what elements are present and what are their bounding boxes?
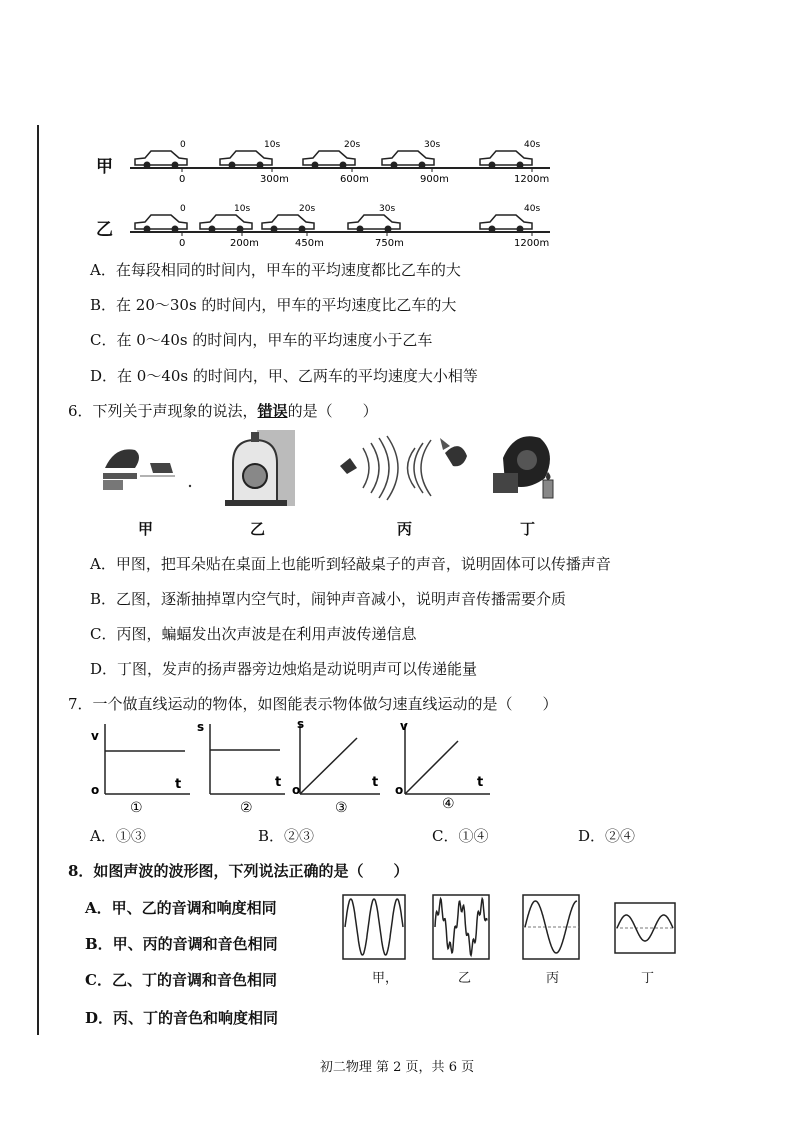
q7-stem: 7．一个做直线运动的物体，如图能表示物体做匀速直线运动的是（ ） xyxy=(68,695,558,713)
car-motion-diagram xyxy=(120,135,560,250)
time-label: 20s xyxy=(344,140,361,150)
q8-label-bing: 丙 xyxy=(546,971,560,986)
q6-label-bing: 丙 xyxy=(397,520,413,538)
q6-option-d[interactable]: D．丁图，发声的扬声器旁边烛焰是动说明声可以传递能量 xyxy=(90,660,478,678)
distance-label: 1200m xyxy=(514,238,550,249)
q8-stem: 8．如图声波的波形图，下列说法正确的是（ ） xyxy=(68,862,409,880)
distance-label: 600m xyxy=(340,174,369,185)
car-row1-4 xyxy=(382,151,434,169)
waveform-bing xyxy=(523,895,579,959)
graph-1-y-label: v xyxy=(91,729,99,743)
q8-option-a[interactable]: A．甲、乙的音调和响度相同 xyxy=(85,899,277,917)
graph-3 xyxy=(292,717,380,816)
ear-on-table-picture xyxy=(103,449,191,490)
time-label: 30s xyxy=(424,140,441,150)
waveform-ding xyxy=(615,903,675,953)
car-row1-1 xyxy=(135,151,187,169)
graph-1-number: ① xyxy=(130,800,143,816)
car-row2-4 xyxy=(348,215,400,233)
distance-label: 0 xyxy=(179,238,186,249)
car-row1-3 xyxy=(303,151,355,169)
graph-3-number: ③ xyxy=(335,800,348,816)
car-row1-5 xyxy=(480,151,532,169)
distance-label: 200m xyxy=(230,238,259,249)
graph-1 xyxy=(91,724,190,816)
q7-option-d[interactable]: D．②④ xyxy=(578,827,636,845)
time-label: 0 xyxy=(180,140,186,150)
q5-option-c[interactable]: C．在 0～40s 的时间内，甲车的平均速度小于乙车 xyxy=(90,331,433,349)
distance-label: 750m xyxy=(375,238,404,249)
row-label-jia: 甲 xyxy=(96,157,113,177)
car-row2-5 xyxy=(480,215,532,233)
q6-stem xyxy=(68,400,378,421)
time-label: 30s xyxy=(379,204,396,214)
graph-2-y-label: s xyxy=(197,720,205,734)
q8-label-yi: 乙 xyxy=(458,971,472,986)
binding-margin-line xyxy=(37,125,39,1035)
q6-stem-suffix: 的是（ ） xyxy=(287,402,378,420)
graph-3-x-label: t xyxy=(372,775,379,790)
q7-graphs xyxy=(85,716,505,816)
page-footer: 初二物理 第 2 页，共 6 页 xyxy=(319,1060,475,1075)
graph-4-y-label: v xyxy=(400,719,408,733)
time-label: 40s xyxy=(524,204,541,214)
q7-option-b[interactable]: B．②③ xyxy=(258,827,315,845)
graph-4 xyxy=(395,719,490,812)
q6-label-jia: 甲 xyxy=(138,520,154,538)
q6-stem-emph: 错误 xyxy=(257,402,288,420)
bell-jar-picture xyxy=(225,430,295,506)
time-label: 10s xyxy=(234,204,251,214)
q8-label-ding: 丁 xyxy=(641,971,655,986)
speaker-candle-picture xyxy=(493,436,553,498)
time-label: 40s xyxy=(524,140,541,150)
q6-label-yi: 乙 xyxy=(250,520,266,538)
graph-3-origin: o xyxy=(292,783,301,797)
waveform-yi xyxy=(433,895,489,959)
q5-option-a[interactable]: A．在每段相同的时间内，甲车的平均速度都比乙车的大 xyxy=(90,261,461,279)
q6-label-ding: 丁 xyxy=(520,520,536,538)
bat-echo-picture xyxy=(340,436,467,500)
car-row1-2 xyxy=(220,151,272,169)
q8-label-jia: 甲， xyxy=(372,971,399,986)
car-row2-3 xyxy=(262,215,314,233)
distance-label: 0 xyxy=(179,174,186,185)
waveform-jia xyxy=(343,895,405,959)
distance-label: 1200m xyxy=(514,174,550,185)
q6-option-a[interactable]: A．甲图，把耳朵贴在桌面上也能听到轻敲桌子的声音，说明固体可以传播声音 xyxy=(90,555,611,573)
q6-pictures xyxy=(95,428,695,508)
graph-2 xyxy=(197,720,285,816)
q8-option-b[interactable]: B．甲、丙的音调和音色相同 xyxy=(85,935,278,953)
graph-1-x-label: t xyxy=(175,777,182,792)
distance-label: 450m xyxy=(295,238,324,249)
graph-4-number: ④ xyxy=(442,796,455,812)
graph-4-origin: o xyxy=(395,783,404,797)
q6-stem-prefix: 6．下列关于声现象的说法， xyxy=(68,402,258,420)
q7-option-a[interactable]: A．①③ xyxy=(90,827,146,845)
time-label: 10s xyxy=(264,140,281,150)
graph-4-x-label: t xyxy=(477,775,484,790)
graph-1-origin: o xyxy=(91,783,100,797)
graph-2-x-label: t xyxy=(275,775,282,790)
car-row2-2 xyxy=(200,215,252,233)
row-label-yi: 乙 xyxy=(96,220,113,240)
time-label: 20s xyxy=(299,204,316,214)
time-label: 0 xyxy=(180,204,186,214)
q6-option-c[interactable]: C．丙图，蝙蝠发出次声波是在利用声波传递信息 xyxy=(90,625,417,643)
graph-2-number: ② xyxy=(240,800,253,816)
q6-option-b[interactable]: B．乙图，逐渐抽掉罩内空气时，闹钟声音减小，说明声音传播需要介质 xyxy=(90,590,567,608)
graph-3-y-label: s xyxy=(297,717,305,731)
q5-option-b[interactable]: B．在 20～30s 的时间内，甲车的平均速度比乙车的大 xyxy=(90,296,457,314)
q8-option-d[interactable]: D．丙、丁的音色和响度相同 xyxy=(85,1009,279,1027)
q7-option-c[interactable]: C．①④ xyxy=(432,827,489,845)
q8-option-c[interactable]: C．乙、丁的音调和音色相同 xyxy=(85,971,277,989)
distance-label: 300m xyxy=(260,174,289,185)
distance-label: 900m xyxy=(420,174,449,185)
q5-option-d[interactable]: D．在 0～40s 的时间内，甲、乙两车的平均速度大小相等 xyxy=(90,367,478,385)
car-row2-1 xyxy=(135,215,187,233)
